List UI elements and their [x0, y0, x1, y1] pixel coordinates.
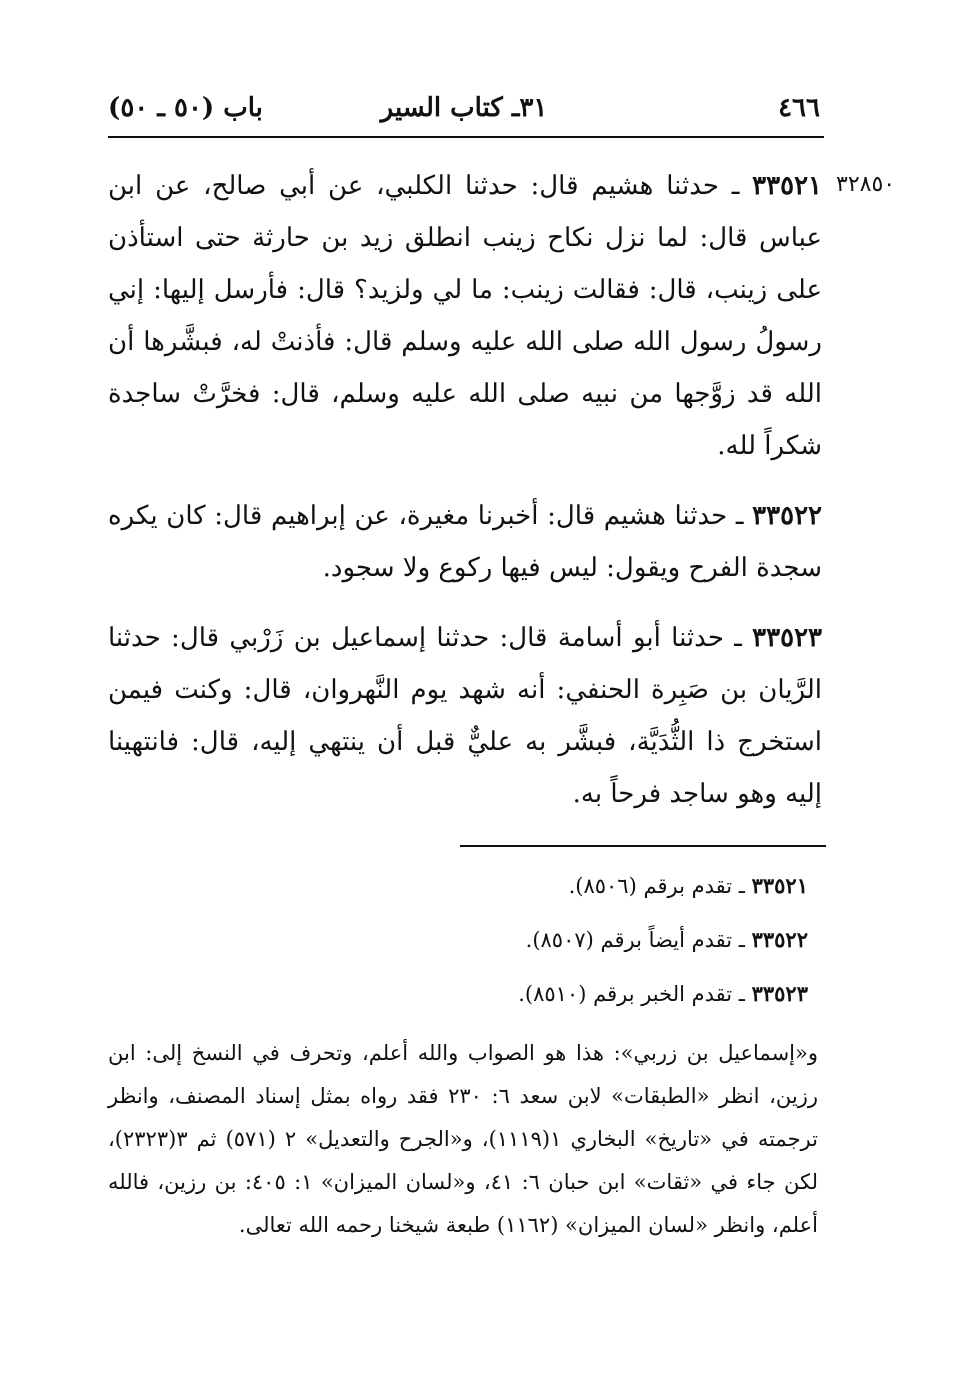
chapter-label: باب (٥٠ ـ ٥٠) [108, 93, 263, 123]
entry-text: ـ حدثنا أبو أسامة قال: حدثنا إسماعيل بن زَرْبي قال: حدثنا الرَّيان بن صَبِرة الحنفي: أنه شهد يوم النَّهروان، قال: وكنت فيمن استخرج ذا الثُّدَيَّة، فبشَّر به عليٌّ قبل أن ينتهي إليه، قال: فانتهينا إليه وهو ساجد فرحاً به. [108, 623, 822, 809]
entry-text: ـ حدثنا هشيم قال: حدثنا الكلبي، عن أبي صالح، عن ابن عباس قال: لما نزل نكاح زينب انطلق زيد بن حارثة حتى استأذن على زينب، قال: فقالت زينب: ما لي ولزيد؟ قال: فأرسل إليها: إني رسولُ رسول الله صلى الله عليه وسلم قال: فأذنتْ له، فبشَّرها أن الله قد زوَّجها من نبيه صلى الله عليه وسلم، قال: فخرَّتْ ساجدة شكراً لله. [108, 171, 822, 461]
footnote-number: ٣٣٥٢٣ [751, 981, 808, 1006]
hadith-entry [108, 612, 822, 820]
entry-number: ٣٣٥٢٢ [752, 501, 822, 531]
margin-number: ٣٢٨٥٠ [836, 172, 896, 197]
page-header [108, 86, 820, 130]
footnote-text: ـ تقدم برقم (٨٥٠٦). [568, 874, 752, 898]
footnote-commentary: و«إسماعيل بن زربي»: هذا هو الصواب والله أعلم، وتحرف في النسخ إلى: ابن رزين، انظر «الطبقات» لابن سعد ٦: ٢٣٠ فقد رواه بمثل إسناد المصنف، وانظر ترجمته في «تاريخ» البخاري ١(١١١٩)، و«الجرح والتعديل» ٢ (٥٧١) ثم ٣(٢٣٢٣)، لكن جاء في «ثقات» ابن حبان ٦: ٤١، و«لسان الميزان» ١: ٤٠٥: بن رزين، فالله أعلم، وانظر «لسان الميزان» (١١٦٢) طبعة شيخنا رحمه الله تعالى. [108, 1041, 818, 1237]
hadith-entry [108, 160, 822, 472]
page-number: ٤٦٦ [778, 93, 820, 123]
entry-text: ـ حدثنا هشيم قال: أخبرنا مغيرة، عن إبراهيم قال: كان يكره سجدة الفرح ويقول: ليس فيها ركوع ولا سجود. [108, 501, 822, 583]
footnote [248, 974, 808, 1014]
header-rule [108, 136, 824, 138]
hadith-entry [108, 490, 822, 594]
footnote-number: ٣٣٥٢٢ [751, 927, 808, 952]
book-title: ٣١ـ كتاب السير [380, 93, 548, 123]
footnote-text: ـ تقدم الخبر برقم (٨٥١٠). [518, 982, 752, 1006]
footnote [248, 920, 808, 960]
entry-number: ٣٣٥٢٣ [752, 623, 822, 653]
entry-number: ٣٣٥٢١ [752, 171, 822, 201]
footnote-rule [460, 845, 826, 847]
footnote [248, 866, 808, 906]
footnote-number: ٣٣٥٢١ [751, 873, 808, 898]
footnote-text: ـ تقدم أيضاً برقم (٨٥٠٧). [525, 928, 752, 952]
